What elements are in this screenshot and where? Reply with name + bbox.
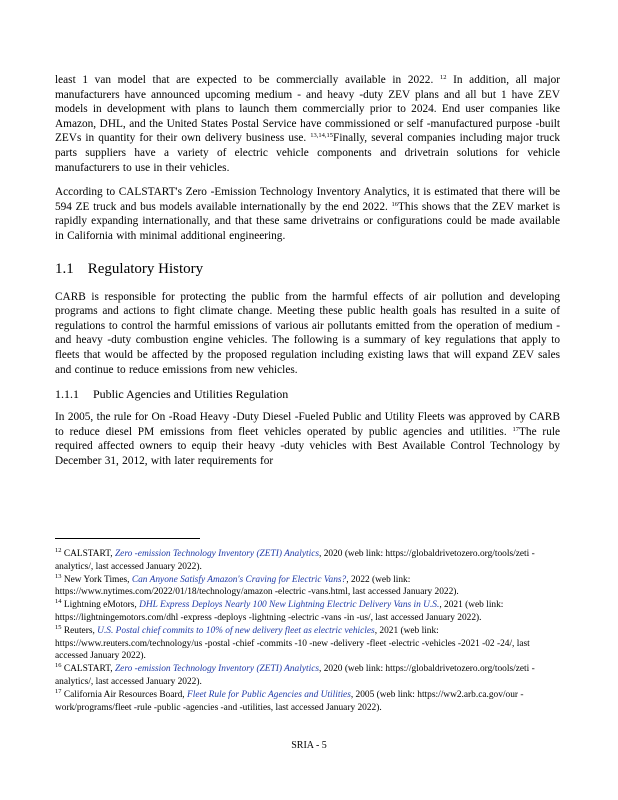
footnote-details: , 2021 (web link: https://www.reuters.com/technology/us -postal -chief -commits -10 -new -delivery -fleet -electric -vehicles -2021 -02 -24/, last accessed January 2022). <box>55 626 530 662</box>
para4-text-a: In 2005, the rule for On -Road Heavy -Duty Diesel -Fueled Public and Utility Fleets was approved by CARB to reduce diesel PM emissions from fleet vehicles operated by public agencies and utilities. <box>55 411 560 438</box>
footnote-source: California Air Resources Board, <box>63 690 187 701</box>
footnote-ref: 12 <box>439 74 447 81</box>
paragraph-2 <box>55 185 560 243</box>
footnote-link[interactable]: Can Anyone Satisfy Amazon's Craving for Electric Vans? <box>131 574 347 585</box>
para4-text-b: The rule required affected owners to equip their heavy -duty vehicles with Best Available Control Technology by December 31, 2012, with later requirements for <box>55 425 560 467</box>
paragraph-3 <box>55 290 560 378</box>
footnote-source: New York Times, <box>63 574 132 585</box>
section-title: Regulatory History <box>87 260 204 277</box>
footnote-link[interactable]: Zero -emission Technology Inventory (ZETI) Analytics <box>114 549 320 559</box>
para2-text-b: This shows that the ZEV market is rapidly expanding internationally, and that these same drivetrains or configurations could be made available in California with minimal additional engineering. <box>55 200 560 242</box>
footnote-item <box>55 548 560 573</box>
footnote-ref: 17 <box>512 425 520 433</box>
footnote-link[interactable]: Zero -emission Technology Inventory (ZETI) Analytics <box>114 664 320 675</box>
footnote-number: 16 <box>55 662 62 670</box>
footnote-link[interactable]: U.S. Postal chief commits to 10% of new delivery fleet as electric vehicles <box>97 626 375 637</box>
section-heading-1-1 <box>55 260 560 278</box>
para1-text-b: In addition, all major manufacturers have announced upcoming medium - and heavy -duty ZEV plans and all but 1 have ZEV models in development with plans to launch them commercially prior to 2024. End user companies like Amazon, DHL, and the United States Postal Service have commissioned or self -manufactured purpose -built ZEVs in quantity for their own delivery business use. <box>55 74 560 145</box>
para1-text-a: least 1 van model that are expected to be commercially available in 2022. <box>55 74 440 86</box>
footnote-source: Lightning eMotors, <box>63 600 140 611</box>
footnote-number: 15 <box>55 624 62 632</box>
footnote-item <box>55 574 560 599</box>
footnote-link[interactable]: Fleet Rule for Public Agencies and Utilities <box>187 690 351 701</box>
section-number: 1.1 <box>55 260 74 277</box>
footnote-item <box>55 625 560 663</box>
footnote-details: , 2020 (web link: https://globaldrivetozero.org/tools/zeti -analytics/, last accessed January 2022). <box>55 549 535 572</box>
footnote-number: 13 <box>55 572 62 580</box>
footnote-details: , 2005 (web link: https://ww2.arb.ca.gov/our -work/programs/fleet -rule -public -agencies -and -utilities, last accessed January 2022). <box>55 690 524 713</box>
footnote-source: Reuters, <box>63 626 98 637</box>
footnote-source: CALSTART, <box>63 549 115 559</box>
para3-text: CARB is responsible for protecting the public from the harmful effects of air pollution and developing programs and actions to fight climate change. Meeting these public health goals has resulted in a suite of regulations to control the harmful emissions of various air pollutants emitted from the operation of medium - and heavy -duty combustion engine vehicles. The following is a summary of key regulations that apply to fleets that would be affected by the proposed regulation including existing laws that will expand ZEV sales and continue to reduce emissions from new vehicles. <box>55 290 560 376</box>
footnote-details: , 2021 (web link: https://lightningemotors.com/dhl -express -deploys -lightning -electric -vans -in -us/, last accessed January 2022). <box>55 600 504 623</box>
footnote-number: 17 <box>55 688 62 696</box>
subsection-title: Public Agencies and Utilities Regulation <box>93 387 289 402</box>
para2-text-a: According to CALSTART's Zero -Emission Technology Inventory Analytics, it is estimated that there will be 594 ZE truck and bus models available internationally by the end 2022. <box>55 186 560 213</box>
footnote-link[interactable]: DHL Express Deploys Nearly 100 New Lightning Electric Delivery Vans in U.S. <box>139 600 440 611</box>
subsection-number: 1.1.1 <box>55 387 79 402</box>
footnote-separator <box>55 538 200 539</box>
footnotes <box>55 548 560 715</box>
paragraph-1 <box>55 73 560 175</box>
footnote-number: 12 <box>55 547 62 554</box>
footnote-ref: 16 <box>391 200 399 208</box>
section-heading-1-1-1 <box>55 387 560 402</box>
page-number: SRIA - 5 <box>291 740 327 751</box>
paragraph-4 <box>55 410 560 468</box>
footnote-item <box>55 689 560 714</box>
footnote-number: 14 <box>55 598 62 606</box>
main-content <box>55 73 560 478</box>
footnote-ref: 13,14,15 <box>310 132 334 140</box>
footnote-item <box>55 599 560 624</box>
footnote-details: , 2022 (web link: https://www.nytimes.com/2022/01/18/technology/amazon -electric -vans.html, last accessed January 2022). <box>55 574 459 598</box>
footnote-details: , 2020 (web link: https://globaldrivetozero.org/tools/zeti -analytics/, last accessed January 2022). <box>55 664 535 687</box>
footnote-source: CALSTART, <box>63 664 115 675</box>
footnote-item <box>55 663 560 688</box>
para1-text-c: Finally, several companies including major truck parts suppliers have a variety of electric vehicle components and drivetrain solutions for vehicle manufacturers to use in their vehicles. <box>55 132 560 174</box>
